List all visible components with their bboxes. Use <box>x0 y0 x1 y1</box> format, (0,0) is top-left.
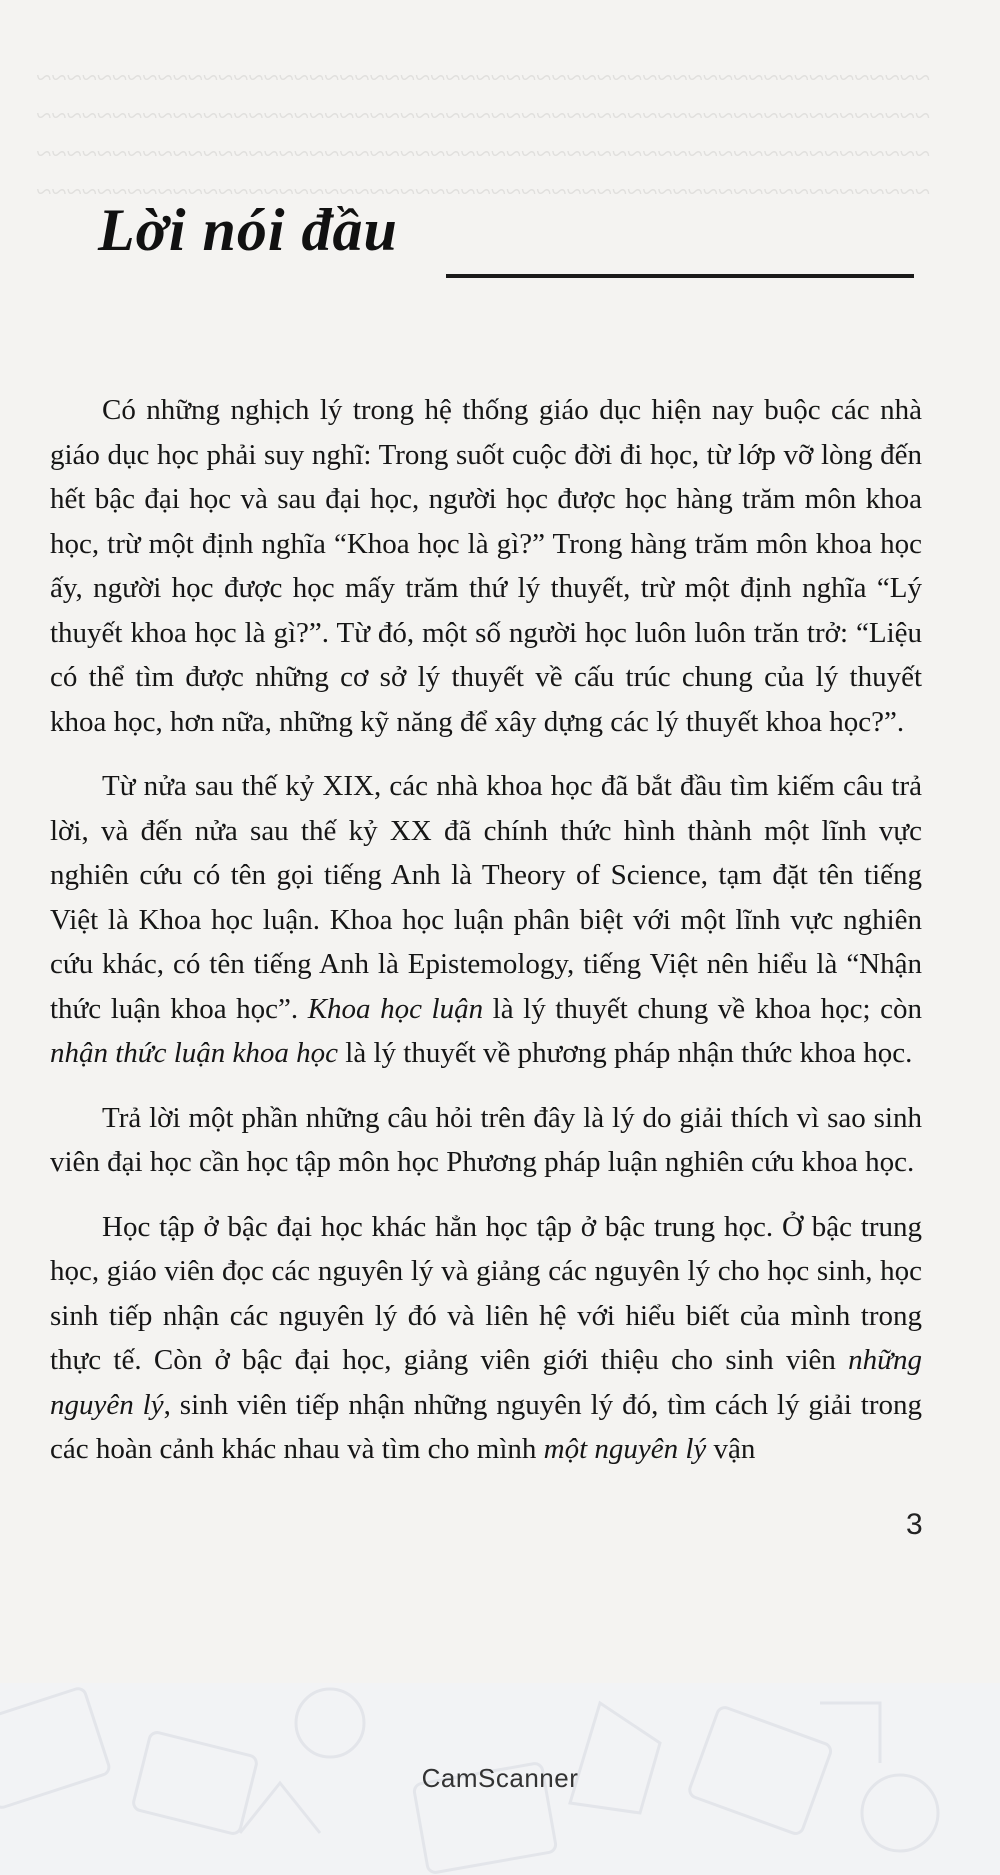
scanner-footer <box>0 1683 1000 1875</box>
page-title: Lời nói đầu <box>98 197 398 263</box>
paragraph-1: Có những nghịch lý trong hệ thống giáo dục hiện nay buộc các nhà giáo dục học phải suy nghĩ: Trong suốt cuộc đời đi học, từ lớp vỡ lòng đến hết bậc đại học và sau đại học, người học được học hàng trăm môn khoa học, trừ một định nghĩa “Khoa học là gì?” Trong hàng trăm môn khoa học ấy, người học được học mấy trăm thứ lý thuyết, trừ một định nghĩa “Lý thuyết khoa học là gì?”. Từ đó, một số người học luôn luôn trăn trở: “Liệu có thể tìm được những cơ sở lý thuyết về cấu trúc chung của lý thuyết khoa học, hơn nữa, những kỹ năng để xây dựng các lý thuyết khoa học?”. <box>50 394 922 738</box>
camscanner-brand: CamScanner <box>421 1763 579 1793</box>
title-underline <box>446 274 914 278</box>
chapter-heading <box>98 196 914 296</box>
bleed-through-background: ~~~~~~~~~~~~~~~~~~~~~~~~~~~~~~~~~~~~~~~~~~~~~~~~~~~~~~~~~~~ ~~~~~~~~~~~~~~~~~~~~~~~~~~~~~~~~~~~~~~~~~~~~~~~~~~~~~~~~~~~ ~~~~~~~~~~~~~~~~~~~~~~~~~~~~~~~~~~~~~~~~~~~~~~~~~~~~~~~~~~~ ~~~~~~~~~~~~~~~~~~~~~~~~~~~~~~~~~~~~~~~~~~~~~~~~~~~~~~~~~~~ <box>36 63 930 208</box>
paragraph-3: Trả lời một phần những câu hỏi trên đây là lý do giải thích vì sao sinh viên đại học cần học tập môn học Phương pháp luận nghiên cứu khoa học. <box>50 1101 922 1178</box>
body-text <box>50 388 922 1492</box>
paragraph-2: Từ nửa sau thế kỷ XIX, các nhà khoa học đã bắt đầu tìm kiếm câu trả lời, và đến nửa sau thế kỷ XX đã chính thức hình thành một lĩnh vực nghiên cứu có tên gọi tiếng Anh là Theory of Science, tạm đặt tên tiếng Việt là Khoa học luận. Khoa học luận phân biệt với một lĩnh vực nghiên cứu khác, có tên tiếng Anh là Epistemology, tiếng Việt nên hiểu là “Nhận thức luận khoa học”. Khoa học luận là lý thuyết chung về khoa học; còn nhận thức luận khoa học là lý thuyết về phương pháp nhận thức khoa học. <box>50 770 922 1069</box>
paragraph-4: Học tập ở bậc đại học khác hẳn học tập ở bậc trung học. Ở bậc trung học, giáo viên đọc các nguyên lý và giảng các nguyên lý cho học sinh, học sinh tiếp nhận các nguyên lý đó và liên hệ với hiểu biết của mình trong thực tế. Còn ở bậc đại học, giảng viên giới thiệu cho sinh viên những nguyên lý, sinh viên tiếp nhận những nguyên lý đó, tìm cách lý giải trong các hoàn cảnh khác nhau và tìm cho mình một nguyên lý vận <box>50 1210 922 1465</box>
page-number: 3 <box>906 1508 923 1541</box>
